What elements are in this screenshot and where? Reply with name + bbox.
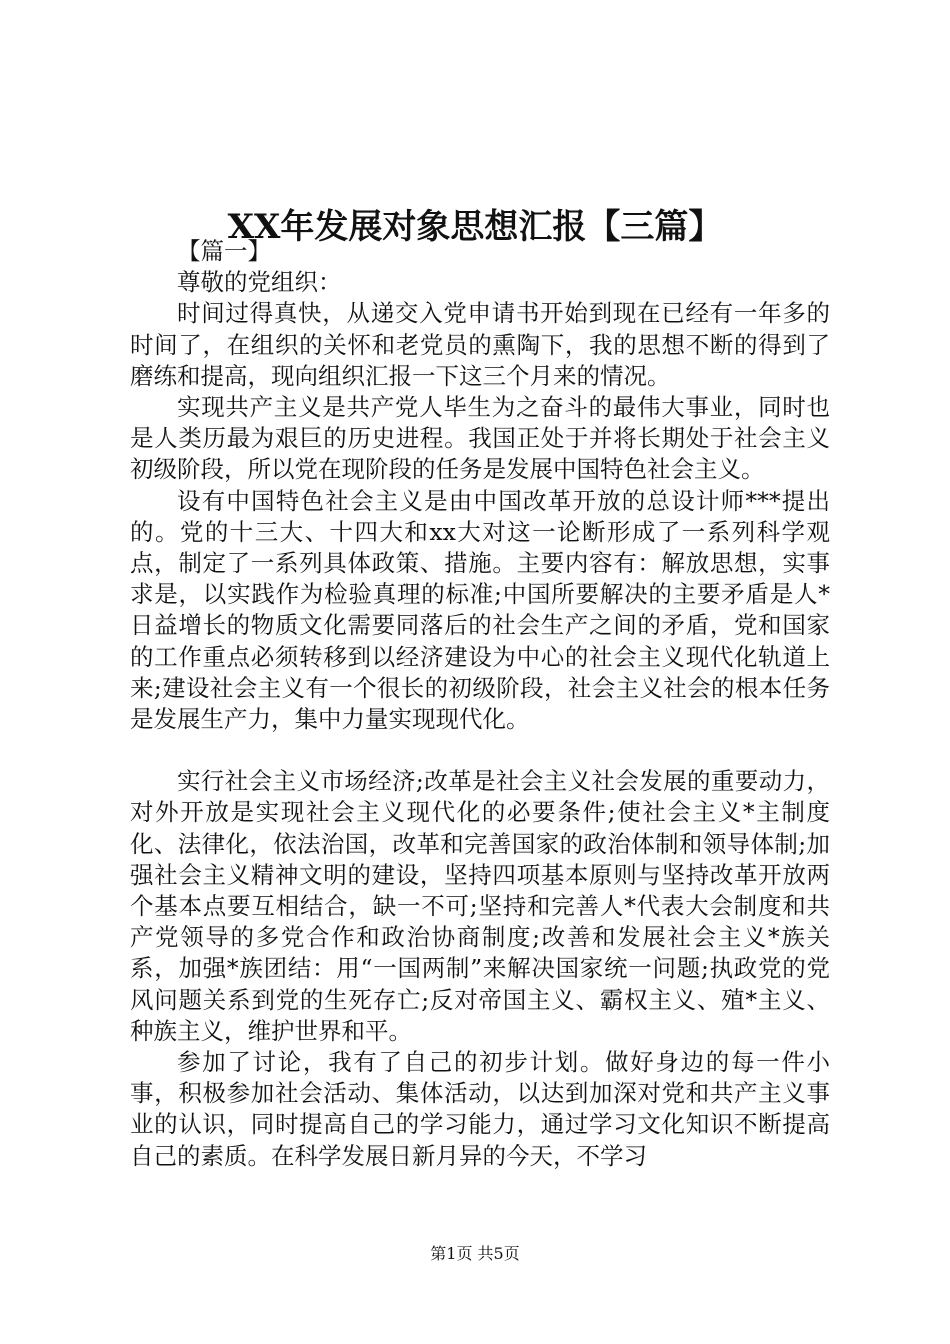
document-title: XX年发展对象思想汇报【三篇】	[227, 206, 723, 247]
paragraph-1: 时间过得真快，从递交入党申请书开始到现在已经有一年多的时间了，在组织的关怀和老党员的熏陶下，我的思想不断的得到了磨练和提高，现向组织汇报一下这三个月来的情况。	[130, 299, 830, 390]
document-body	[130, 236, 830, 1172]
paragraph-4: 实行社会主义市场经济;改革是社会主义社会发展的重要动力，对外开放是实现社会主义现代化的必要条件;使社会主义*主制度化、法律化，依法治国，改革和完善国家的政治体制和领导体制;加强社会主义精神文明的建设，坚持四项基本原则与坚持改革开放两个基本点要互相结合，缺一不可;坚持和完善人*代表大会制度和共产党领导的多党合作和政治协商制度;改善和发展社会主义*族关系，加强*族团结：用“一国两制”来解决国家统一问题;执政党的党风问题关系到党的生死存亡;反对帝国主义、霸权主义、殖*主义、种族主义，维护世界和平。	[130, 767, 830, 1045]
paragraph-3: 设有中国特色社会主义是由中国改革开放的总设计师***提出的。党的十三大、十四大和xx大对这一论断形成了一系列科学观点，制定了一系列具体政策、措施。主要内容有：解放思想，实事求是，以实践作为检验真理的标准;中国所要解决的主要矛盾是人*日益增长的物质文化需要同落后的社会生产之间的矛盾，党和国家的工作重点必须转移到以经济建设为中心的社会主义现代化轨道上来;建设社会主义有一个很长的初级阶段，社会主义社会的根本任务是发展生产力，集中力量实现现代化。	[130, 486, 830, 734]
page-number-footer: 第1页 共5页	[430, 1244, 520, 1263]
salutation: 尊敬的党组织：	[177, 268, 342, 297]
paragraph-2: 实现共产主义是共产党人毕生为之奋斗的最伟大事业，同时也是人类历最为艰巨的历史进程。我国正处于并将长期处于社会主义初级阶段，所以党在现阶段的任务是发展中国特色社会主义。	[130, 393, 830, 484]
section-label: 【篇一】	[177, 237, 271, 265]
paragraph-5: 参加了讨论，我有了自己的初步计划。做好身边的每一件小事，积极参加社会活动、集体活动，以达到加深对党和共产主义事业的认识，同时提高自己的学习能力，通过学习文化知识不断提高自己的素质。在科学发展日新月异的今天，不学习	[130, 1048, 830, 1170]
